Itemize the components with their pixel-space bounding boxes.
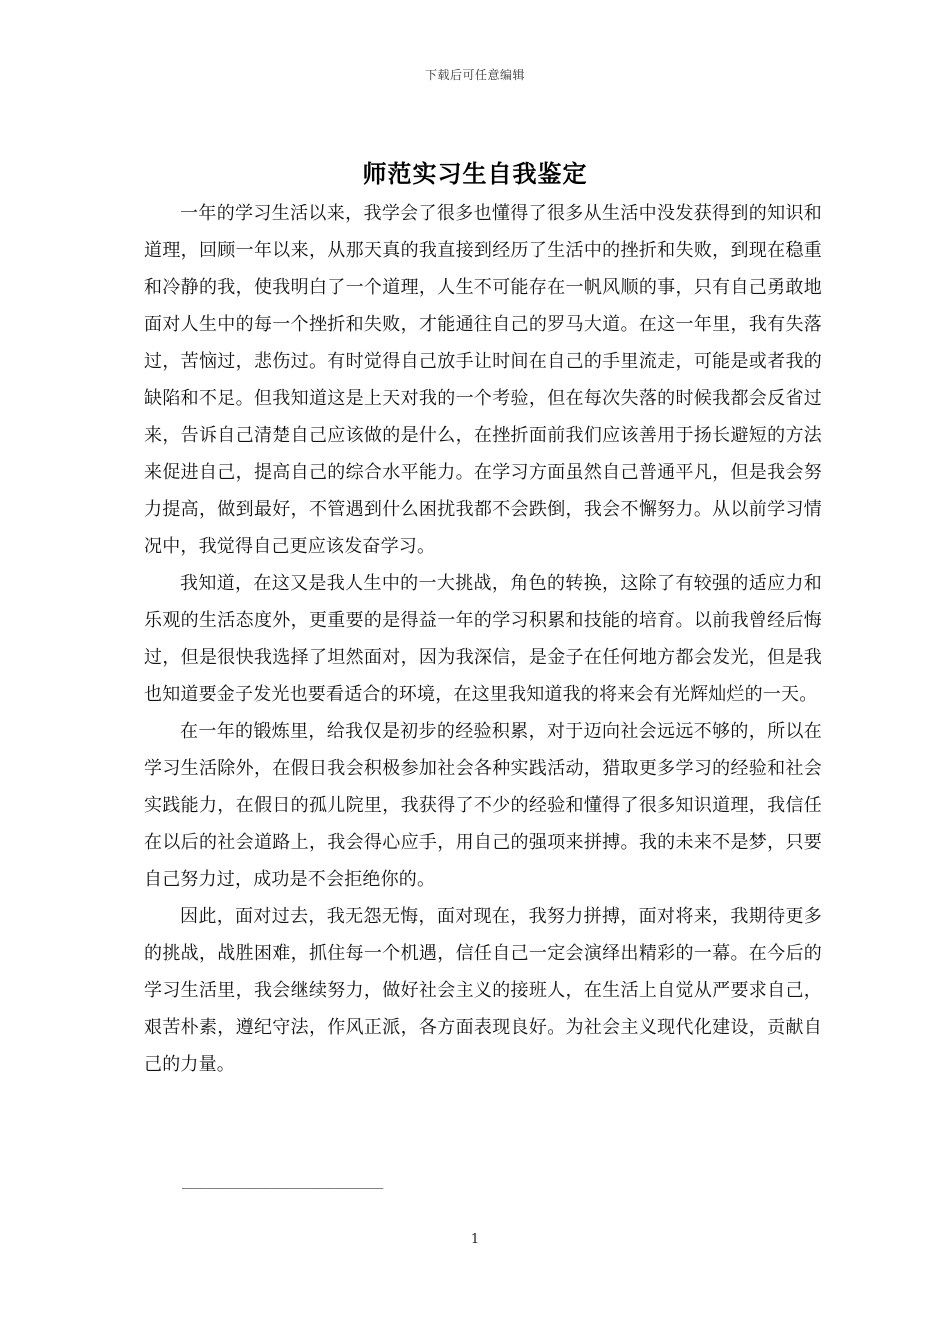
paragraph-2: 我知道，在这又是我人生中的一大挑战，角色的转换，这除了有较强的适应力和乐观的生活态度外，更重要的是得益一年的学习积累和技能的培育。以前我曾经后悔过，但是很快我选择了坦然面对，因为我深信，是金子在任何地方都会发光，但是我也知道要金子发光也要看适合的环境，在这里我知道我的将来会有光辉灿烂的一天。 (144, 573, 822, 705)
paragraph-3: 在一年的锻炼里，给我仅是初步的经验积累，对于迈向社会远远不够的，所以在学习生活除外，在假日我会积极参加社会各种实践活动，猎取更多学习的经验和社会实践能力，在假日的孤儿院里，我获得了不少的经验和懂得了很多知识道理，我信任在以后的社会道路上，我会得心应手，用自己的强项来拼搏。我的未来不是梦，只要自己努力过，成功是不会拒绝你的。 (144, 721, 822, 890)
document-body (144, 195, 822, 1083)
paragraph-1: 一年的学习生活以来，我学会了很多也懂得了很多从生活中没发获得到的知识和道理，回顾一年以来，从那天真的我直接到经历了生活中的挫折和失败，到现在稳重和冷静的我，使我明白了一个道理，人生不可能存在一帆风顺的事，只有自己勇敢地面对人生中的每一个挫折和失败，才能通往自己的罗马大道。在这一年里，我有失落过，苦恼过，悲伤过。有时觉得自己放手让时间在自己的手里流走，可能是或者我的缺陷和不足。但我知道这是上天对我的一个考验，但在每次失落的时候我都会反省过来，告诉自己清楚自己应该做的是什么，在挫折面前我们应该善用于扬长避短的方法来促进自己，提高自己的综合水平能力。在学习方面虽然自己普通平凡，但是我会努力提高，做到最好，不管遇到什么困扰我都不会跌倒，我会不懈努力。从以前学习情况中，我觉得自己更应该发奋学习。 (144, 203, 822, 557)
document-title: 师范实习生自我鉴定 (362, 160, 588, 188)
page-number: 1 (470, 1232, 480, 1247)
separator-line: ______________________ (182, 1170, 383, 1189)
page-header-note: 下载后可任意编辑 (424, 68, 525, 82)
paragraph-4: 因此，面对过去，我无怨无悔，面对现在，我努力拼搏，面对将来，我期待更多的挑战，战胜困难，抓住每一个机遇，信任自己一定会演绎出精彩的一幕。在今后的学习生活里，我会继续努力，做好社会主义的接班人，在生活上自觉从严要求自己，艰苦朴素，遵纪守法，作风正派，各方面表现良好。为社会主义现代化建设，贡献自己的力量。 (144, 906, 822, 1075)
